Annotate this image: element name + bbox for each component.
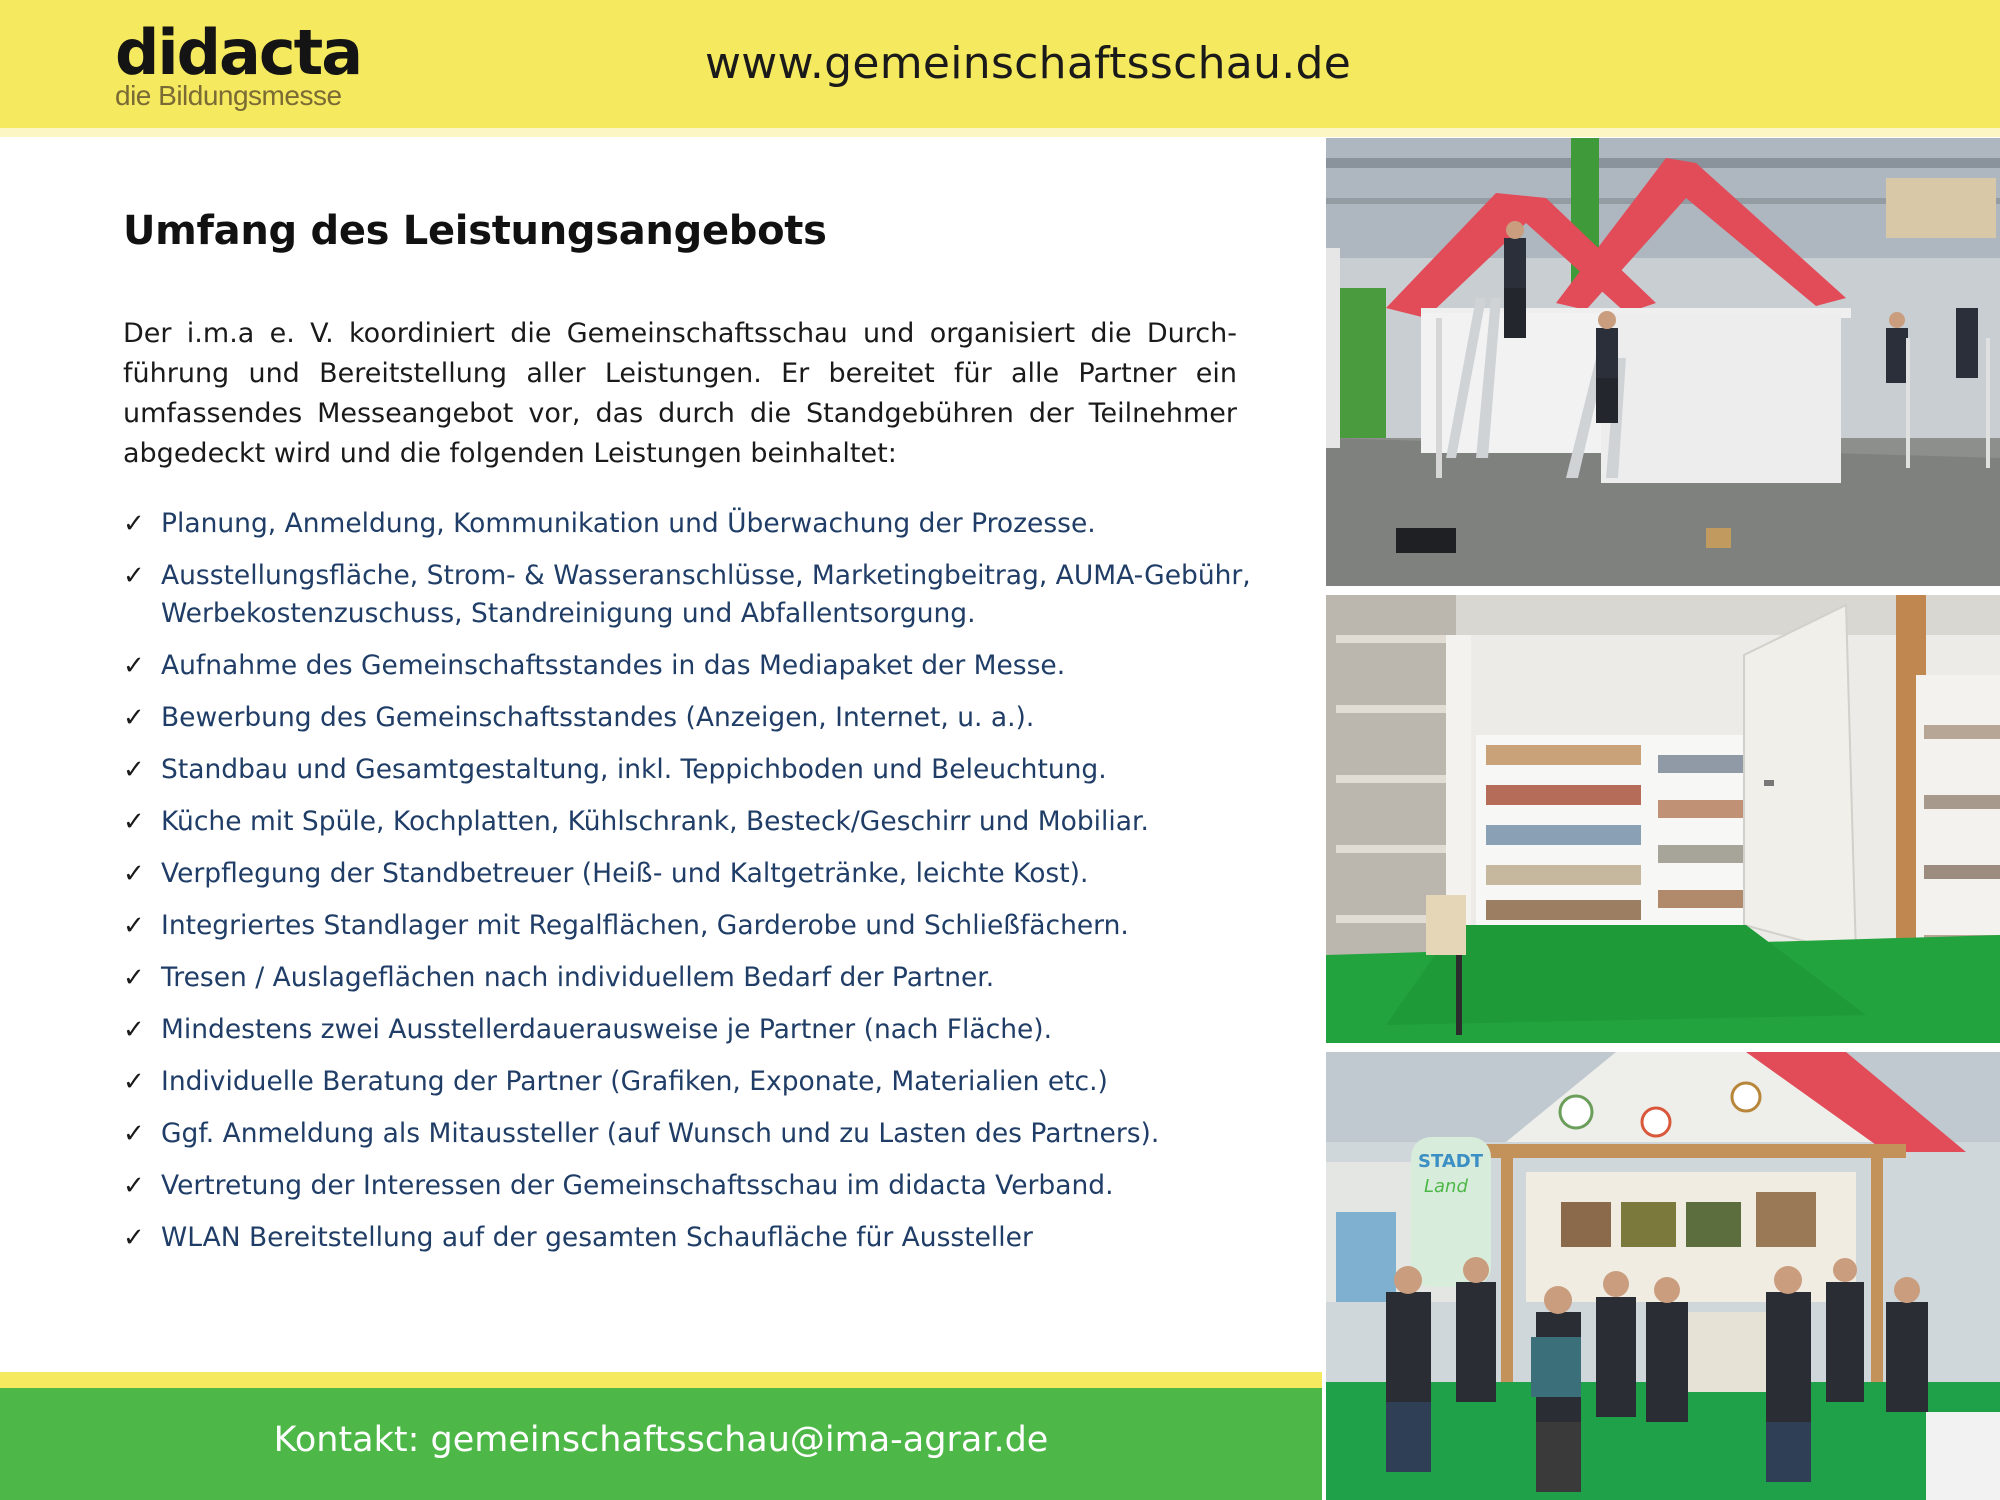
service-item xyxy=(123,1219,1253,1257)
checkmark-icon: ✓ xyxy=(123,1171,145,1201)
service-item-text: Bewerbung des Gemeinschaftsstandes (Anzeigen, Internet, u. a.). xyxy=(161,702,1035,733)
didacta-logo[interactable] xyxy=(115,16,362,111)
service-item xyxy=(123,907,1253,945)
service-item xyxy=(123,1011,1253,1049)
services-list xyxy=(123,505,1253,1271)
header-divider xyxy=(0,128,2000,137)
checkmark-icon: ✓ xyxy=(123,859,145,889)
intro-paragraph: Der i.m.a e. V. koordiniert die Gemeinschaftsschau und organisiert die Durch-führung und Bereitstellung aller Leistungen. Er bereitet für alle Partner ein umfassendes Messeangebot vor, das durch die Standgebühren der Teilnehmer abgedeckt wird und die folgenden Leistungen beinhaltet: xyxy=(123,318,1237,469)
service-item-text: Verpflegung der Standbetreuer (Heiß- und Kaltgetränke, leichte Kost). xyxy=(161,858,1089,889)
checkmark-icon: ✓ xyxy=(123,807,145,837)
checkmark-icon: ✓ xyxy=(123,963,145,993)
checkmark-icon: ✓ xyxy=(123,1015,145,1045)
service-item-text: Tresen / Auslageflächen nach individuellem Bedarf der Partner. xyxy=(161,962,995,993)
land-sign-text: Land xyxy=(1424,1176,1468,1197)
logo-wordmark: didacta xyxy=(115,16,362,89)
service-item-text: Planung, Anmeldung, Kommunikation und Überwachung der Prozesse. xyxy=(161,508,1096,539)
logo-subtitle: die Bildungsmesse xyxy=(115,80,342,111)
header-bar xyxy=(0,0,2000,128)
service-item-text: Mindestens zwei Ausstellerdauerausweise je Partner (nach Fläche). xyxy=(161,1014,1053,1045)
service-item-text: Ggf. Anmeldung als Mitaussteller (auf Wunsch und zu Lasten des Partners). xyxy=(161,1118,1160,1149)
photo-exhibition-stand xyxy=(1326,1052,2000,1500)
checkmark-icon: ✓ xyxy=(123,1067,145,1097)
service-item-text: Ausstellungsfläche, Strom- & Wasseranschlüsse, Marketingbeitrag, AUMA-Gebühr, Werbekostenzuschuss, Standreinigung und Abfallentsorgung. xyxy=(161,560,1251,629)
service-item xyxy=(123,1063,1253,1101)
service-item xyxy=(123,803,1253,841)
photo-storage-room xyxy=(1326,595,2000,1043)
page-title: Umfang des Leistungsangebots xyxy=(123,208,827,254)
checkmark-icon: ✓ xyxy=(123,703,145,733)
checkmark-icon: ✓ xyxy=(123,1223,145,1253)
service-item xyxy=(123,959,1253,997)
service-item xyxy=(123,699,1253,737)
stadt-sign-text: STADT xyxy=(1418,1151,1483,1172)
service-item-text: WLAN Bereitstellung auf der gesamten Schaufläche für Aussteller xyxy=(161,1222,1033,1253)
service-item xyxy=(123,751,1253,789)
checkmark-icon: ✓ xyxy=(123,561,145,591)
service-item-text: Integriertes Standlager mit Regalflächen, Garderobe und Schließfächern. xyxy=(161,910,1129,941)
website-url[interactable]: www.gemeinschaftsschau.de xyxy=(705,38,1352,89)
checkmark-icon: ✓ xyxy=(123,911,145,941)
photo-booth-construction xyxy=(1326,138,2000,586)
contact-email[interactable]: Kontakt: gemeinschaftsschau@ima-agrar.de xyxy=(273,1420,1049,1460)
service-item-text: Standbau und Gesamtgestaltung, inkl. Teppichboden und Beleuchtung. xyxy=(161,754,1107,785)
service-item-text: Küche mit Spüle, Kochplatten, Kühlschrank, Besteck/Geschirr und Mobiliar. xyxy=(161,806,1149,837)
service-item-text: Vertretung der Interessen der Gemeinschaftsschau im didacta Verband. xyxy=(161,1170,1114,1201)
checkmark-icon: ✓ xyxy=(123,755,145,785)
checkmark-icon: ✓ xyxy=(123,509,145,539)
service-item xyxy=(123,1115,1253,1153)
service-item xyxy=(123,1167,1253,1205)
checkmark-icon: ✓ xyxy=(123,1119,145,1149)
service-item xyxy=(123,855,1253,893)
service-item xyxy=(123,647,1253,685)
service-item-text: Individuelle Beratung der Partner (Grafiken, Exponate, Materialien etc.) xyxy=(161,1066,1108,1097)
footer-yellow-strip xyxy=(0,1372,1322,1388)
service-item-text: Aufnahme des Gemeinschaftsstandes in das Mediapaket der Messe. xyxy=(161,650,1066,681)
service-item xyxy=(123,557,1253,633)
service-item xyxy=(123,505,1253,543)
checkmark-icon: ✓ xyxy=(123,651,145,681)
